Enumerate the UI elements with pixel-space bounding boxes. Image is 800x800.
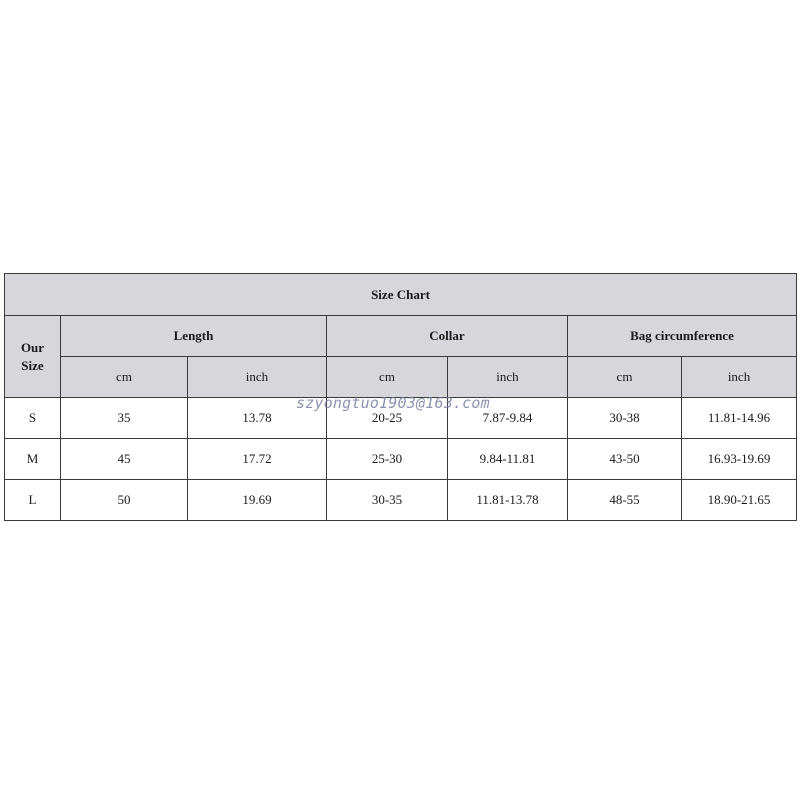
value-cell: 13.78 (188, 398, 327, 439)
value-cell: 20-25 (327, 398, 448, 439)
our-size-line2: Size (21, 357, 44, 373)
unit-header: cm (61, 357, 188, 398)
value-cell: 17.72 (188, 439, 327, 480)
value-cell: 18.90-21.65 (682, 480, 797, 521)
unit-header: cm (568, 357, 682, 398)
value-cell: 35 (61, 398, 188, 439)
group-header-row (5, 316, 797, 357)
unit-header: inch (188, 357, 327, 398)
value-cell: 11.81-13.78 (448, 480, 568, 521)
table-title: Size Chart (5, 274, 797, 316)
value-cell: 7.87-9.84 (448, 398, 568, 439)
unit-header: cm (327, 357, 448, 398)
group-header-collar: Collar (327, 316, 568, 357)
value-cell: 16.93-19.69 (682, 439, 797, 480)
value-cell: 19.69 (188, 480, 327, 521)
value-cell: 30-35 (327, 480, 448, 521)
group-header-length: Length (61, 316, 327, 357)
unit-header: inch (448, 357, 568, 398)
size-cell: L (5, 480, 61, 521)
our-size-header (5, 316, 61, 398)
value-cell: 45 (61, 439, 188, 480)
watermark-text: szyongtuo1903@163.com (296, 394, 490, 412)
value-cell: 11.81-14.96 (682, 398, 797, 439)
group-header-bag-circumference: Bag circumference (568, 316, 797, 357)
unit-header: inch (682, 357, 797, 398)
our-size-line1: Our (20, 339, 45, 355)
table-row (5, 439, 797, 480)
table-row (5, 480, 797, 521)
unit-header-row (5, 357, 797, 398)
value-cell: 25-30 (327, 439, 448, 480)
size-cell: S (5, 398, 61, 439)
value-cell: 43-50 (568, 439, 682, 480)
value-cell: 30-38 (568, 398, 682, 439)
title-row (5, 274, 797, 316)
size-cell: M (5, 439, 61, 480)
value-cell: 48-55 (568, 480, 682, 521)
size-chart-table (4, 273, 797, 521)
table-row (5, 398, 797, 439)
value-cell: 9.84-11.81 (448, 439, 568, 480)
value-cell: 50 (61, 480, 188, 521)
